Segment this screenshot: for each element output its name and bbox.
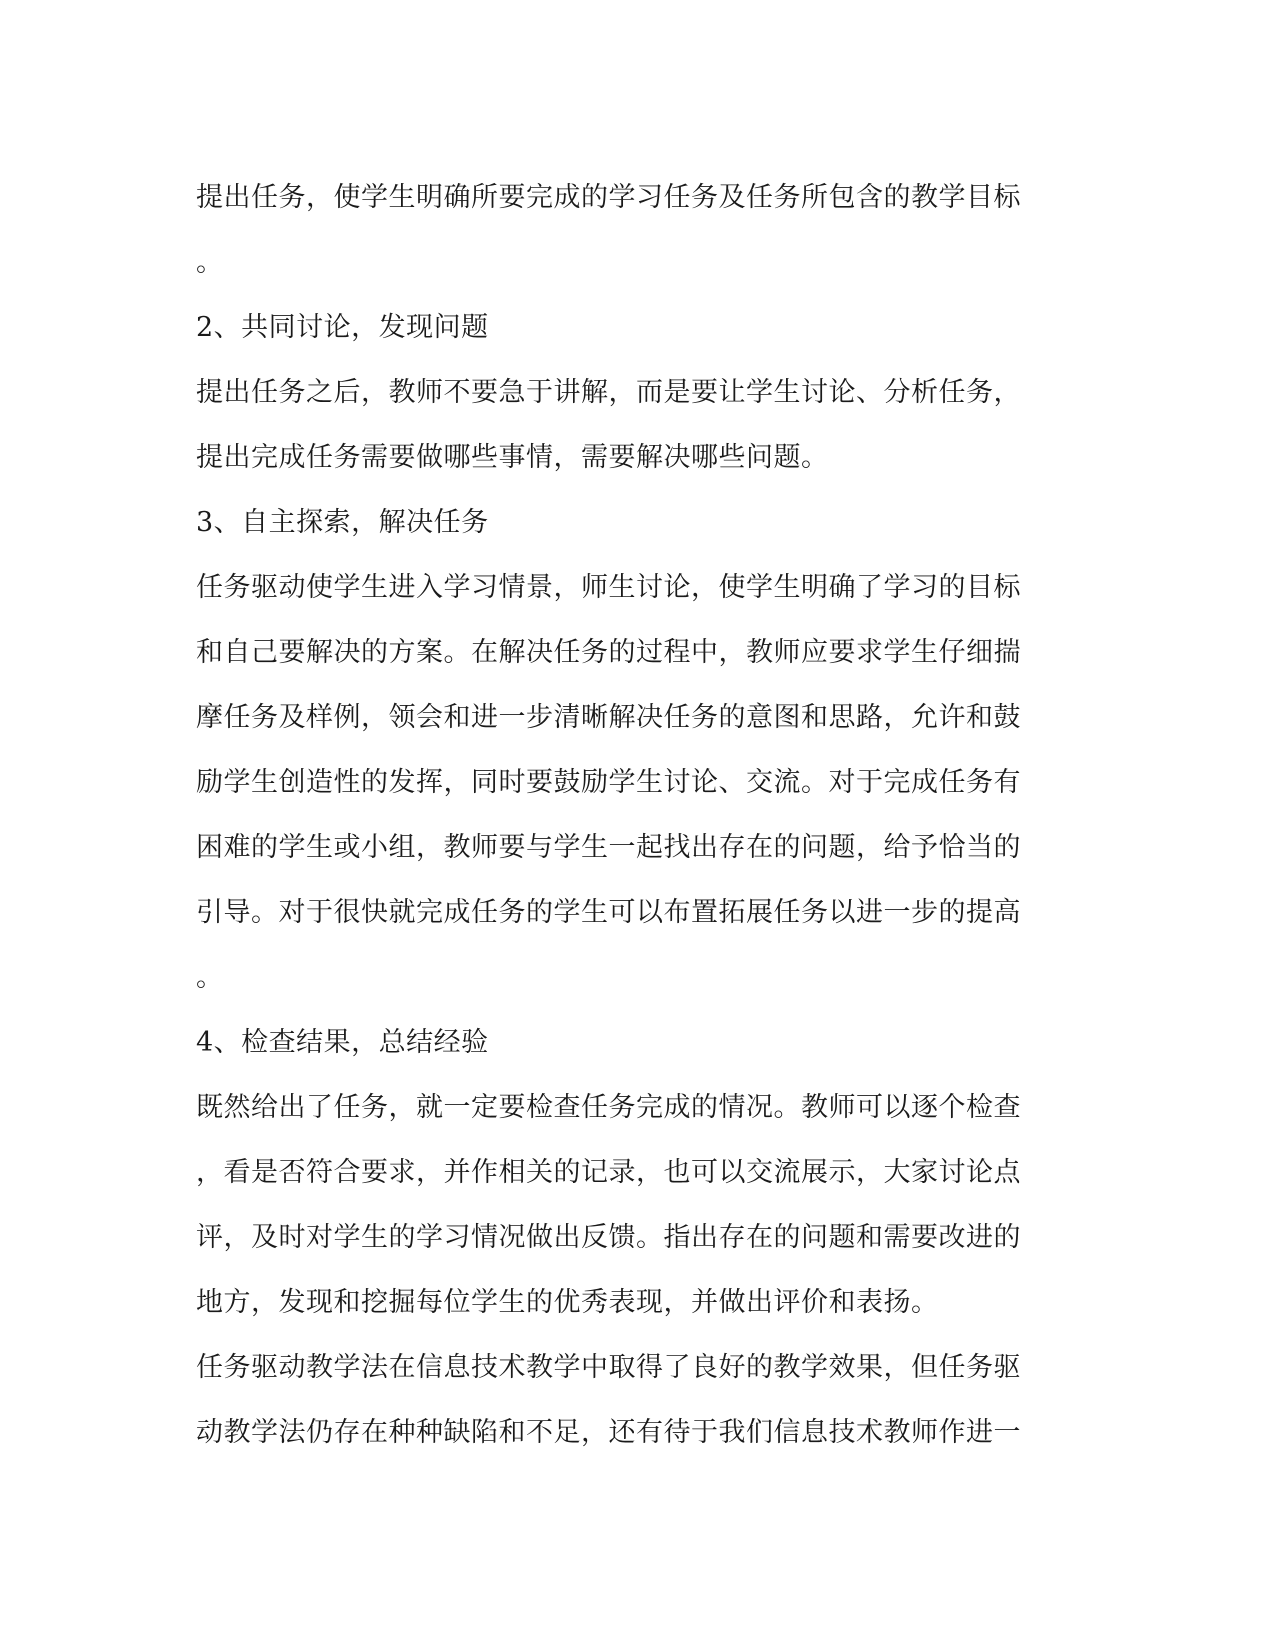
text-line: 提出任务，使学生明确所要完成的学习任务及任务所包含的教学目标 xyxy=(196,182,1021,213)
text-line: 提出任务之后，教师不要急于讲解，而是要让学生讨论、分析任务， xyxy=(196,377,1021,408)
text-line: 动教学法仍存在种种缺陷和不足，还有待于我们信息技术教师作进一 xyxy=(196,1417,1021,1448)
text-line: 困难的学生或小组，教师要与学生一起找出存在的问题，给予恰当的 xyxy=(196,832,1021,863)
text-line: 和自己要解决的方案。在解决任务的过程中，教师应要求学生仔细揣 xyxy=(196,637,1021,668)
section-heading-2: 2、共同讨论，发现问题 xyxy=(196,312,489,343)
text-line: 。 xyxy=(196,962,224,993)
section-heading-4: 4、检查结果，总结经验 xyxy=(196,1027,489,1058)
section-heading-3: 3、自主探索，解决任务 xyxy=(196,507,489,538)
text-line: 任务驱动使学生进入学习情景，师生讨论，使学生明确了学习的目标 xyxy=(196,572,1021,603)
text-line: 励学生创造性的发挥，同时要鼓励学生讨论、交流。对于完成任务有 xyxy=(196,767,1021,798)
text-line: 提出完成任务需要做哪些事情，需要解决哪些问题。 xyxy=(196,442,829,473)
text-line: ，看是否符合要求，并作相关的记录，也可以交流展示，大家讨论点 xyxy=(196,1157,1021,1188)
text-line: 任务驱动教学法在信息技术教学中取得了良好的教学效果，但任务驱 xyxy=(196,1352,1021,1383)
text-line: 。 xyxy=(196,247,224,278)
text-line: 评，及时对学生的学习情况做出反馈。指出存在的问题和需要改进的 xyxy=(196,1222,1021,1253)
text-line: 摩任务及样例，领会和进一步清晰解决任务的意图和思路，允许和鼓 xyxy=(196,702,1021,733)
document-body xyxy=(196,165,1076,1465)
text-line: 既然给出了任务，就一定要检查任务完成的情况。教师可以逐个检查 xyxy=(196,1092,1021,1123)
text-line: 引导。对于很快就完成任务的学生可以布置拓展任务以进一步的提高 xyxy=(196,897,1021,928)
text-line: 地方，发现和挖掘每位学生的优秀表现，并做出评价和表扬。 xyxy=(196,1287,939,1318)
